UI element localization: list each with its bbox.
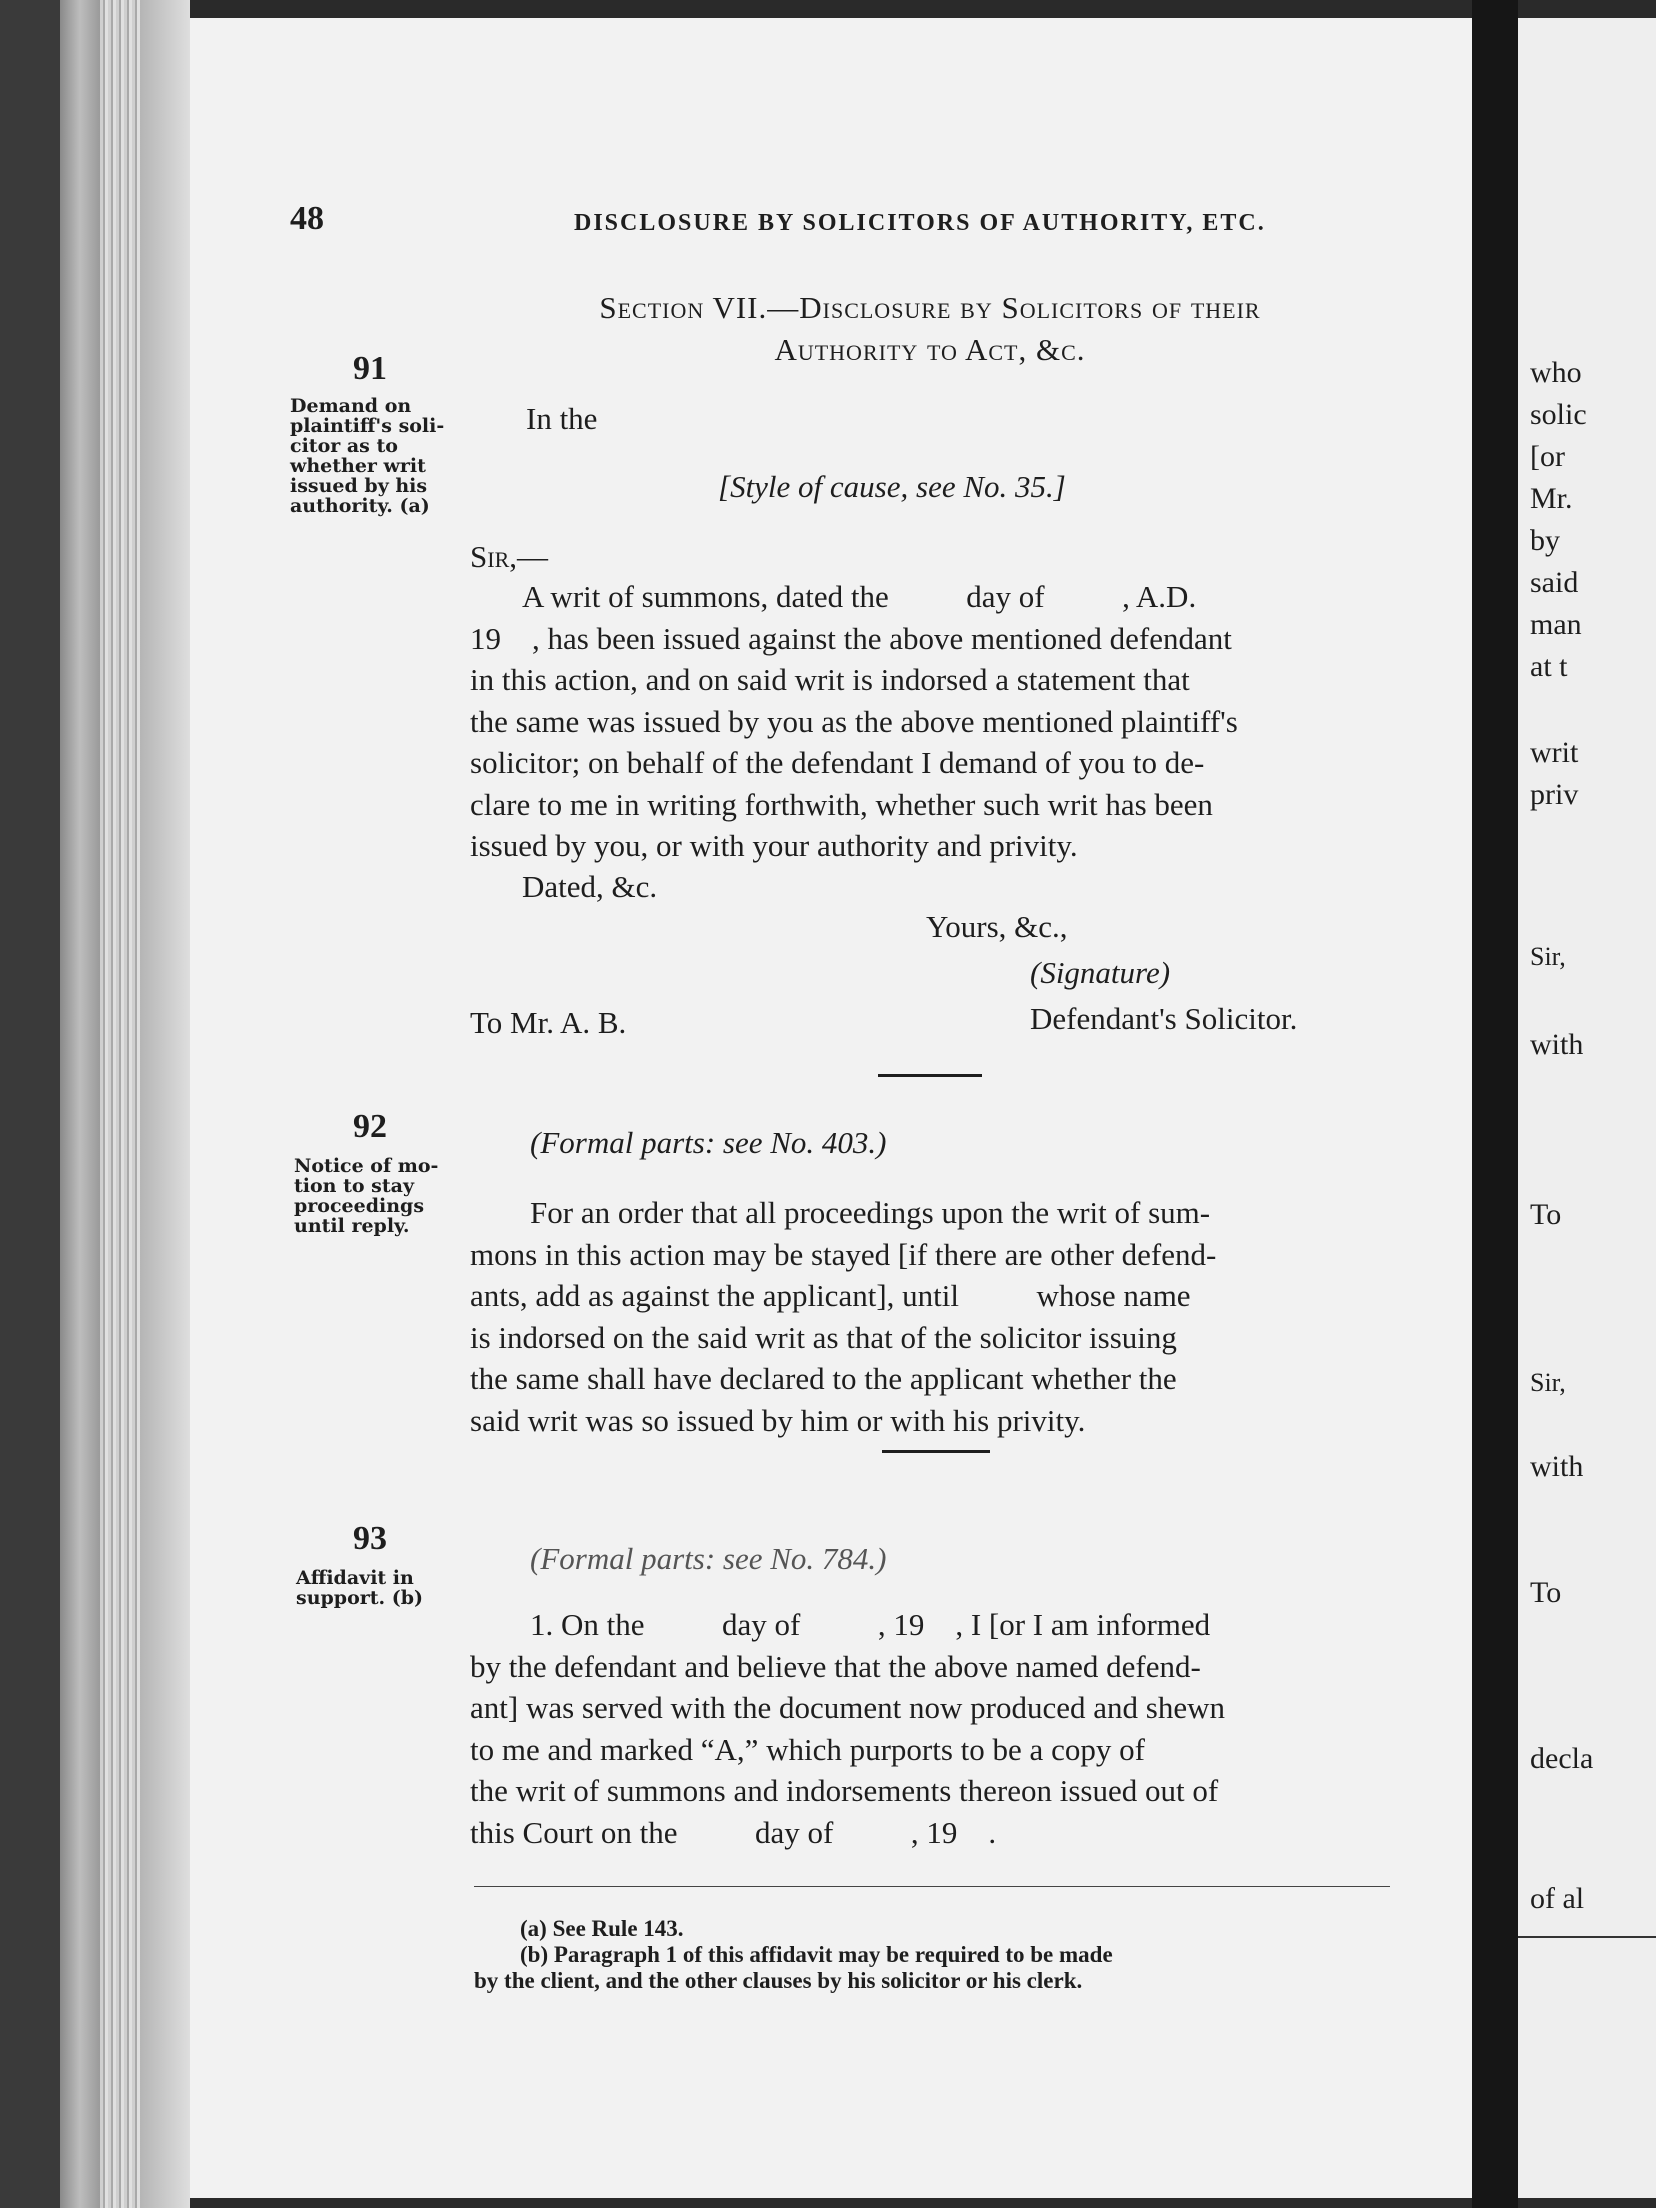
section-heading-line-1: Section VII.—Disclosure by Solicitors of their <box>599 290 1261 325</box>
next-page-line: with <box>1530 1028 1584 1061</box>
next-page-line: Sir, <box>1530 942 1566 971</box>
next-page-line: of al <box>1530 1882 1585 1915</box>
form-93-body <box>470 1604 1390 1853</box>
next-page-line: man <box>1530 608 1582 641</box>
book-gutter <box>1472 0 1518 2208</box>
margin-note-line: issued by his <box>290 475 428 497</box>
body-line: by the defendant and believe that the above named defend- <box>470 1648 1201 1684</box>
form-number-91: 91 <box>353 350 387 387</box>
body-line: solicitor; on behalf of the defendant I demand of you to de- <box>470 745 1205 780</box>
form-92-body <box>470 1192 1390 1441</box>
body-line: the same was issued by you as the above mentioned plaintiff's <box>470 703 1238 739</box>
next-page-line: with <box>1530 1450 1584 1483</box>
margin-note-93 <box>296 1568 466 1608</box>
next-page-line: priv <box>1530 778 1579 811</box>
next-page-line: by <box>1530 524 1560 557</box>
body-line: For an order that all proceedings upon the writ of sum- <box>530 1195 1211 1230</box>
role-line: Defendant's Solicitor. <box>1030 1001 1298 1036</box>
body-line: issued by you, or with your authority and privity. <box>470 828 1078 863</box>
style-of-cause: [Style of cause, see No. 35.] <box>718 469 1066 504</box>
body-line: mons in this action may be stayed [if there are other defend- <box>470 1236 1217 1272</box>
page-edges <box>100 0 140 2208</box>
section-divider <box>878 1074 982 1077</box>
next-page-line: [or <box>1530 440 1565 473</box>
body-line: the same shall have declared to the applicant whether the <box>470 1361 1177 1396</box>
next-page-line: Mr. <box>1530 482 1573 515</box>
formal-parts-93: (Formal parts: see No. 784.) <box>530 1541 887 1576</box>
signature-line: (Signature) <box>1030 955 1171 990</box>
dated-line: Dated, &c. <box>522 869 658 904</box>
margin-note-line: citor as to <box>290 435 398 457</box>
next-page-line: To <box>1530 1576 1562 1609</box>
next-page-line: at t <box>1530 650 1568 683</box>
body-line: clare to me in writing forthwith, whether such writ has been <box>470 786 1213 822</box>
body-line: this Court on the day of , 19 . <box>470 1814 997 1850</box>
margin-note-91 <box>290 396 470 516</box>
margin-note-92 <box>294 1156 464 1236</box>
margin-note-line: support. (b) <box>296 1587 424 1609</box>
book-spine-shadow <box>0 0 60 2208</box>
body-line: in this action, and on said writ is indorsed a statement that <box>470 662 1190 697</box>
form-number-93: 93 <box>353 1520 387 1557</box>
body-line: ant] was served with the document now produced and shewn <box>470 1690 1225 1725</box>
footnote-rule <box>474 1886 1390 1887</box>
next-page-line: decla <box>1530 1742 1594 1775</box>
footnote-b: (b) Paragraph 1 of this affidavit may be required to be made <box>520 1942 1113 1967</box>
section-heading-line-2: Authority to Act, &c. <box>774 332 1086 367</box>
margin-note-line: until reply. <box>294 1215 410 1237</box>
body-line: ants, add as against the applicant], until whose name <box>470 1278 1191 1313</box>
margin-note-line: Affidavit in <box>296 1567 414 1589</box>
next-page-rule <box>1518 1936 1656 1938</box>
next-page-line: said <box>1530 566 1579 599</box>
margin-note-line: Notice of mo- <box>294 1155 439 1177</box>
form-number-92: 92 <box>353 1108 387 1145</box>
body-line: is indorsed on the said writ as that of the solicitor issuing <box>470 1319 1177 1355</box>
addressee-line: To Mr. A. B. <box>470 1005 627 1040</box>
body-line: A writ of summons, dated the day of , A.D. <box>522 579 1197 614</box>
margin-note-line: tion to stay <box>294 1175 414 1197</box>
body-line: the writ of summons and indorsements thereon issued out of <box>470 1773 1219 1808</box>
next-page-line: writ <box>1530 736 1579 769</box>
body-line: to me and marked “A,” which purports to be a copy of <box>470 1731 1145 1767</box>
next-page-line: who <box>1530 356 1582 389</box>
court-line: In the <box>526 401 598 436</box>
yours-line: Yours, &c., <box>926 909 1068 944</box>
form-91-body <box>470 576 1390 867</box>
section-divider <box>882 1450 990 1453</box>
next-page-line: To <box>1530 1198 1562 1231</box>
page-curl <box>140 0 190 2208</box>
body-line: 19 , has been issued against the above mentioned defendant <box>470 620 1232 656</box>
book-spine <box>60 0 100 2208</box>
margin-note-line: proceedings <box>294 1195 425 1217</box>
next-page-partial <box>1518 18 1656 2198</box>
margin-note-line: plaintiff's soli- <box>290 415 445 437</box>
next-page-line: Sir, <box>1530 1368 1566 1397</box>
formal-parts-92: (Formal parts: see No. 403.) <box>530 1125 887 1160</box>
page-number: 48 <box>290 200 324 237</box>
margin-note-line: authority. (a) <box>290 495 430 517</box>
margin-note-line: whether writ <box>290 455 426 477</box>
footnote-a: (a) See Rule 143. <box>520 1916 684 1941</box>
margin-note-line: Demand on <box>290 395 412 417</box>
next-page-line: solic <box>1530 398 1587 431</box>
salutation-91: Sir,— <box>470 539 548 574</box>
body-line: 1. On the day of , 19 , I [or I am informed <box>530 1607 1211 1642</box>
running-title: DISCLOSURE BY SOLICITORS OF AUTHORITY, ETC. <box>574 210 1266 236</box>
body-line: said writ was so issued by him or with his privity. <box>470 1402 1086 1438</box>
footnote-b-continued: by the client, and the other clauses by his solicitor or his clerk. <box>474 1968 1083 1993</box>
